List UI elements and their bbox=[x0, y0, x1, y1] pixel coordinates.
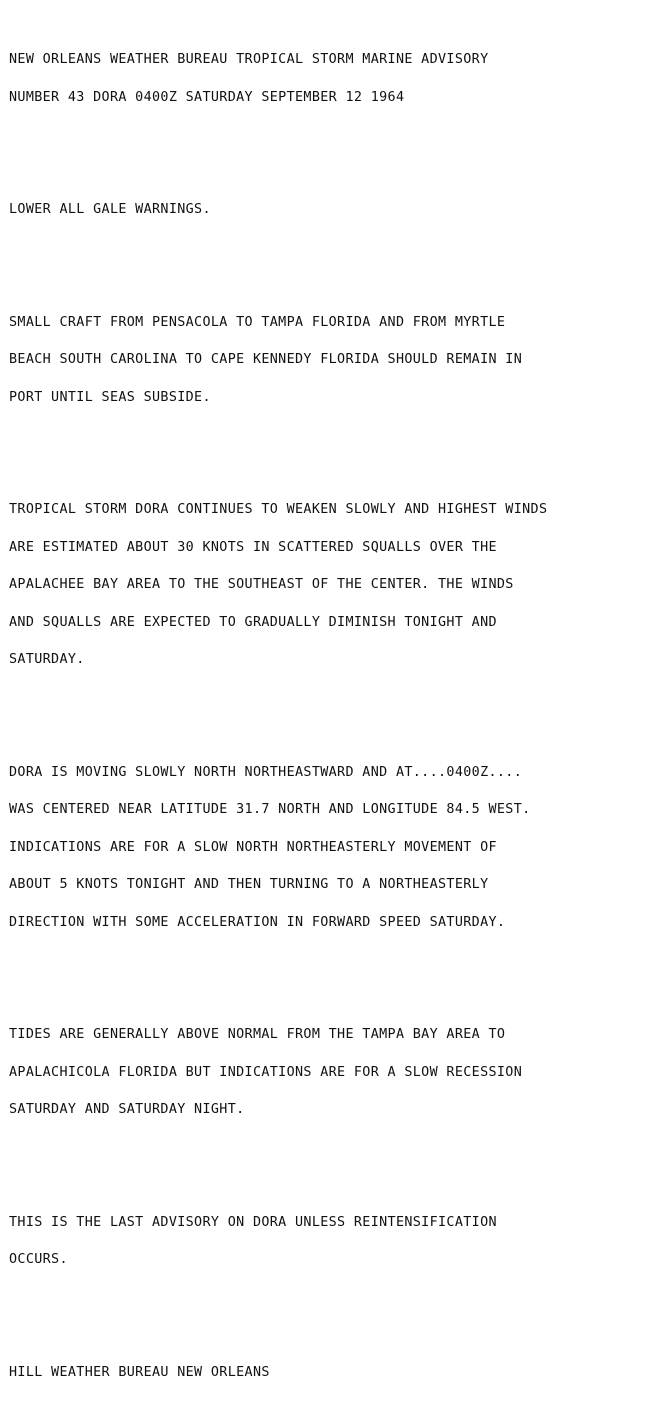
paragraph-line: SATURDAY. bbox=[9, 652, 85, 667]
advisory-document bbox=[9, 4, 643, 1417]
signature-paragraph bbox=[9, 1342, 643, 1405]
paragraph-line: APALACHICOLA FLORIDA BUT INDICATIONS ARE FOR A SLOW RECESSION bbox=[9, 1064, 523, 1080]
signature-line: HILL WEATHER BUREAU NEW ORLEANS bbox=[9, 1364, 270, 1380]
advisory-title: NEW ORLEANS WEATHER BUREAU TROPICAL STORM MARINE ADVISORY bbox=[9, 52, 489, 67]
paragraph-line: THIS IS THE LAST ADVISORY ON DORA UNLESS REINTENSIFICATION bbox=[9, 1214, 497, 1230]
paragraph-line: TROPICAL STORM DORA CONTINUES TO WEAKEN SLOWLY AND HIGHEST WINDS bbox=[9, 502, 548, 517]
small-craft-paragraph bbox=[9, 292, 643, 430]
paragraph-line: SATURDAY AND SATURDAY NIGHT. bbox=[9, 1102, 245, 1117]
paragraph-line: DIRECTION WITH SOME ACCELERATION IN FORWARD SPEED SATURDAY. bbox=[9, 914, 506, 930]
advisory-header bbox=[9, 29, 643, 129]
paragraph-line: DORA IS MOVING SLOWLY NORTH NORTHEASTWARD AND AT....0400Z.... bbox=[9, 764, 523, 780]
paragraph-line: INDICATIONS ARE FOR A SLOW NORTH NORTHEASTERLY MOVEMENT OF bbox=[9, 839, 497, 855]
last-advisory-paragraph bbox=[9, 1192, 643, 1292]
tides-paragraph bbox=[9, 1004, 643, 1142]
paragraph-line: TIDES ARE GENERALLY ABOVE NORMAL FROM THE TAMPA BAY AREA TO bbox=[9, 1027, 506, 1042]
paragraph-line: SMALL CRAFT FROM PENSACOLA TO TAMPA FLORIDA AND FROM MYRTLE bbox=[9, 314, 506, 330]
paragraph-line: AND SQUALLS ARE EXPECTED TO GRADUALLY DIMINISH TONIGHT AND bbox=[9, 614, 497, 630]
paragraph-line: APALACHEE BAY AREA TO THE SOUTHEAST OF THE CENTER. THE WINDS bbox=[9, 577, 514, 592]
paragraph-line: BEACH SOUTH CAROLINA TO CAPE KENNEDY FLORIDA SHOULD REMAIN IN bbox=[9, 352, 523, 367]
paragraph-line: ARE ESTIMATED ABOUT 30 KNOTS IN SCATTERED SQUALLS OVER THE bbox=[9, 539, 497, 555]
paragraph-line: WAS CENTERED NEAR LATITUDE 31.7 NORTH AND LONGITUDE 84.5 WEST. bbox=[9, 802, 531, 817]
gale-warnings-paragraph bbox=[9, 179, 643, 242]
advisory-subtitle: NUMBER 43 DORA 0400Z SATURDAY SEPTEMBER 12 1964 bbox=[9, 89, 405, 105]
paragraph-line: LOWER ALL GALE WARNINGS. bbox=[9, 202, 211, 217]
paragraph-line: ABOUT 5 KNOTS TONIGHT AND THEN TURNING TO A NORTHEASTERLY bbox=[9, 877, 489, 892]
storm-status-paragraph bbox=[9, 479, 643, 692]
paragraph-line: PORT UNTIL SEAS SUBSIDE. bbox=[9, 389, 211, 405]
storm-position-paragraph bbox=[9, 742, 643, 955]
paragraph-line: OCCURS. bbox=[9, 1252, 68, 1267]
